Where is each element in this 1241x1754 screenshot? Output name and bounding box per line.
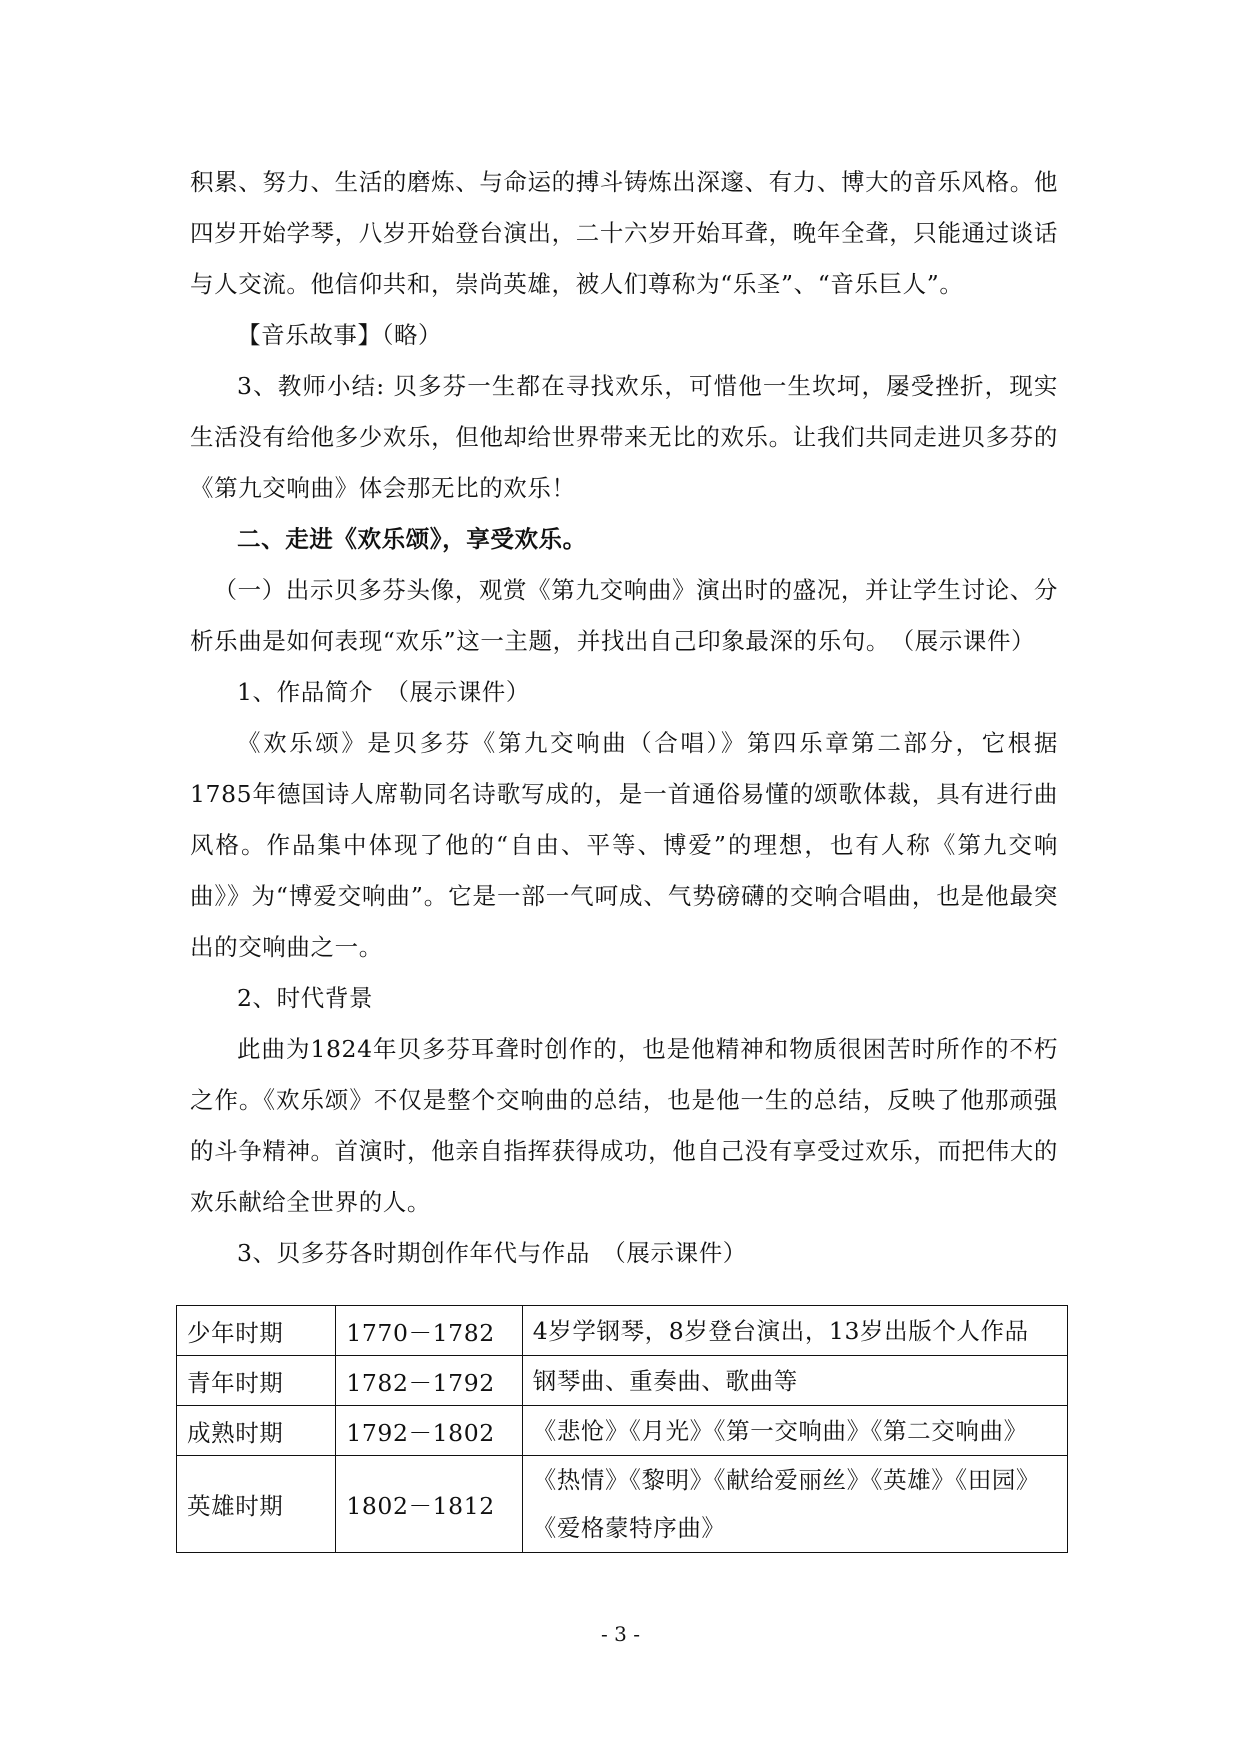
works-line: 《悲怆》《月光》《第一交响曲》《第二交响曲》 <box>532 1416 1028 1445</box>
page-number: - 3 - <box>601 1622 640 1646</box>
table-row <box>177 1356 1068 1406</box>
paragraph-teacher-summary: 3、教师小结: 贝多芬一生都在寻找欢乐，可惜他一生坎坷，屡受挫折，现实生活没有给他多少欢乐，但他却给世界带来无比的欢乐。让我们共同走进贝多芬的《第九交响曲》体会那无比的欢乐！ <box>190 372 1058 502</box>
works-line: 钢琴曲、重奏曲、歌曲等 <box>532 1366 798 1395</box>
table-row <box>177 1456 1068 1553</box>
paragraph-background: 此曲为1824年贝多芬耳聋时创作的，也是他精神和物质很困苦时所作的不朽之作。《欢乐颂》不仅是整个交响曲的总结，也是他一生的总结，反映了他那顽强的斗争精神。首演时，他亲自指挥获得成功，他自己没有享受过欢乐，而把伟大的欢乐献给全世界的人。 <box>190 1035 1058 1216</box>
periods-table <box>176 1305 1068 1553</box>
paragraph-music-story: 【音乐故事】（略） <box>237 321 443 349</box>
subheading-work-intro: 1、作品简介 （展示课件） <box>237 678 531 706</box>
works-line: 4岁学钢琴，8岁登台演出，13岁出版个人作品 <box>532 1316 1029 1345</box>
paragraph-work-intro: 《欢乐颂》是贝多芬《第九交响曲（合唱）》第四乐章第二部分，它根据1785年德国诗人席勒同名诗歌写成的，是一首通俗易懂的颂歌体裁，具有进行曲风格。作品集中体现了他的“自由、平等、博爱”的理想，也有人称《第九交响曲》》为“博爱交响曲”。它是一部一气呵成、气势磅礴的交响合唱曲，也是他最突出的交响曲之一。 <box>190 729 1058 961</box>
period-cell: 成熟时期 <box>177 1406 336 1456</box>
years-cell: 1792－1802 <box>336 1406 522 1456</box>
years-cell: 1770－1782 <box>336 1306 522 1356</box>
works-cell <box>522 1356 1067 1406</box>
works-line: 《爱格蒙特序曲》 <box>532 1514 726 1542</box>
years-cell: 1782－1792 <box>336 1356 522 1406</box>
works-line: 《热情》《黎明》《献给爱丽丝》《英雄》《田园》 <box>532 1466 1041 1494</box>
subheading-periods-table: 3、贝多芬各时期创作年代与作品 （展示课件） <box>237 1239 747 1267</box>
period-cell: 英雄时期 <box>177 1456 336 1553</box>
subheading-background: 2、时代背景 <box>237 984 374 1012</box>
period-cell: 少年时期 <box>177 1306 336 1356</box>
works-cell <box>522 1306 1067 1356</box>
paragraph-beethoven-style: 积累、努力、生活的磨炼、与命运的搏斗铸炼出深邃、有力、博大的音乐风格。他四岁开始学琴，八岁开始登台演出，二十六岁开始耳聋，晚年全聋，只能通过谈话与人交流。他信仰共和，崇尚英雄，被人们尊称为“乐圣”、“音乐巨人”。 <box>190 168 1058 298</box>
works-cell <box>522 1406 1067 1456</box>
table-row <box>177 1306 1068 1356</box>
years-cell: 1802－1812 <box>336 1456 522 1553</box>
body-text <box>190 157 1058 1279</box>
periods-table-wrap <box>176 1305 1068 1553</box>
section-heading-ode-to-joy: 二、走进《欢乐颂》，享受欢乐。 <box>237 525 587 553</box>
table-row <box>177 1406 1068 1456</box>
period-cell: 青年时期 <box>177 1356 336 1406</box>
works-cell <box>522 1456 1067 1553</box>
paragraph-portrait-activity: （一）出示贝多芬头像，观赏《第九交响曲》演出时的盛况，并让学生讨论、分析乐曲是如何表现“欢乐”这一主题，并找出自己印象最深的乐句。 （展示课件） <box>190 576 1058 655</box>
